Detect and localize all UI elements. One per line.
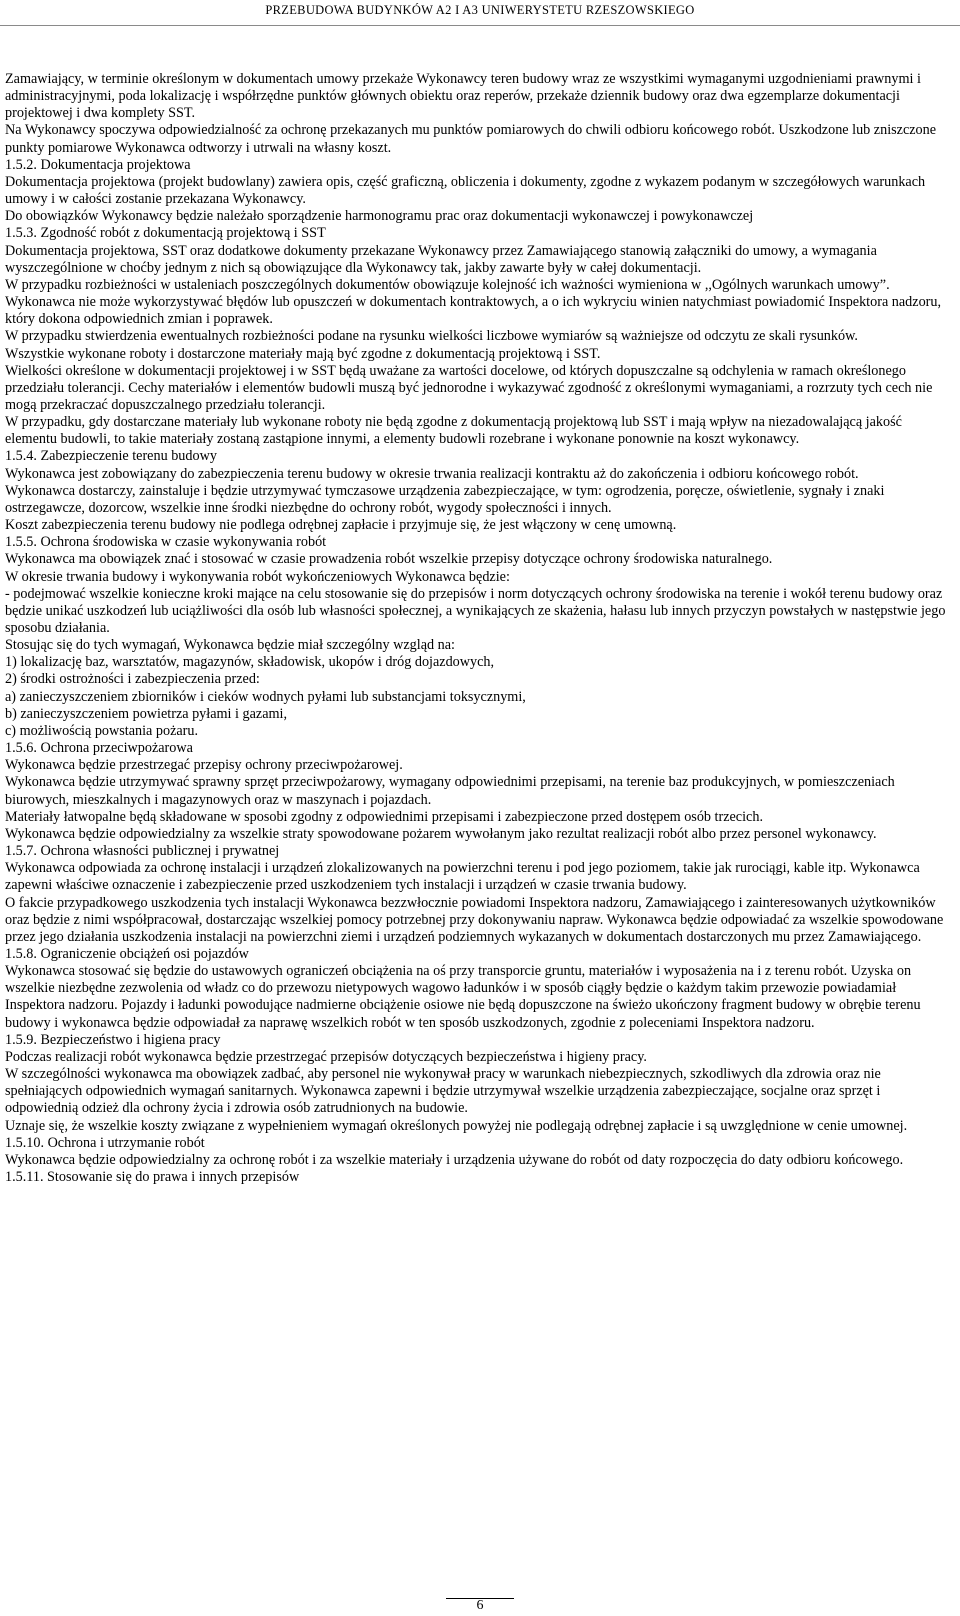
- paragraph: Do obowiązków Wykonawcy będzie należało sporządzenie harmonogramu prac oraz dokumentacji wykonawczej i powykonawczej: [5, 208, 754, 225]
- paragraph: Koszt zabezpieczenia terenu budowy nie podlega odrębnej zapłacie i przyjmuje się, że jest włączony w cenę umowną.: [5, 517, 677, 534]
- section-heading: 1.5.8. Ograniczenie obciążeń osi pojazdów: [5, 945, 249, 962]
- paragraph: W szczególności wykonawca ma obowiązek zadbać, aby personel nie wykonywał pracy w warunkach niebezpiecznych, szkodliwych dla zdrowia oraz nie spełniających odpowiednich wymagań sanitarnych. Wykonawca zapewni i będzie utrzymywał wszelkie urządzenia zabezpieczające, socjalne oraz sprzęt i odpowiednią odzież dla ochrony życia i zdrowia osób zatrudnionych na budowie.: [5, 1066, 881, 1117]
- paragraph: a) zanieczyszczeniem zbiorników i cieków wodnych pyłami lub substancjami toksycznymi,: [5, 688, 526, 705]
- section-heading: 1.5.5. Ochrona środowiska w czasie wykonywania robót: [5, 534, 327, 551]
- paragraph: Wykonawca ma obowiązek znać i stosować w czasie prowadzenia robót wszelkie przepisy dotyczące ochrony środowiska naturalnego.: [5, 551, 773, 568]
- paragraph: Wykonawca stosować się będzie do ustawowych ograniczeń obciążenia na oś przy transporcie gruntu, materiałów i wyposażenia na i z terenu robót. Uzyska on wszelkie niezbędne zezwolenia od władz co do przewozu nietypowych wagowo ładunków i w sposób ciągły będzie o każdym takim przewozie powiadamiał Inspektora nadzoru. Pojazdy i ładunki powodujące nadmierne obciążenie osiowe nie będą dopuszczone na świeżo ukończony fragment budowy w obrębie terenu budowy i wykonawca będzie odpowiadał za naprawę wszelkich robót w ten sposób uszkodzonych, zgodnie z poleceniami Inspektora nadzoru.: [5, 963, 921, 1031]
- paragraph: - podejmować wszelkie konieczne kroki mające na celu stosowanie się do przepisów i norm dotyczących ochrony środowiska na terenie i wokół terenu budowy oraz będzie unikać uszkodzeń lub uciążliwości dla osób lub własności społecznej, a wynikających ze skażenia, hałasu lub innych przyczyn powstałych w następstwie jego sposobu działania.: [5, 585, 946, 636]
- section-heading: 1.5.3. Zgodność robót z dokumentacją projektową i SST: [5, 225, 326, 242]
- page-header-title: PRZEBUDOWA BUDYNKÓW A2 I A3 UNIWERYSTETU RZESZOWSKIEGO: [265, 3, 695, 17]
- section-heading: 1.5.7. Ochrona własności publicznej i prywatnej: [5, 843, 280, 860]
- paragraph: W przypadku stwierdzenia ewentualnych rozbieżności podane na rysunku wielkości liczbowe wymiarów są ważniejsze od odczytu ze skali rysunków.: [5, 328, 858, 345]
- paragraph: Wykonawca jest zobowiązany do zabezpieczenia terenu budowy w okresie trwania realizacji kontraktu aż do zakończenia i odbioru końcowego robót.: [5, 465, 859, 482]
- section-heading: 1.5.4. Zabezpieczenie terenu budowy: [5, 448, 217, 465]
- paragraph: Dokumentacja projektowa, SST oraz dodatkowe dokumenty przekazane Wykonawcy przez Zamawiającego stanowią załączniki do umowy, a wymagania wyszczególnione w choćby jednym z nich są obowiązujące dla Wykonawcy tak, jakby zawarte były w całej dokumentacji.: [5, 242, 877, 276]
- paragraph: Materiały łatwopalne będą składowane w sposobi zgodny z odpowiednimi przepisami i zabezpieczone przed dostępem osób trzecich.: [5, 808, 763, 825]
- section-heading: 1.5.11. Stosowanie się do prawa i innych przepisów: [5, 1169, 300, 1185]
- paragraph: b) zanieczyszczeniem powietrza pyłami i gazami,: [5, 705, 288, 722]
- paragraph: W przypadku rozbieżności w ustaleniach poszczególnych dokumentów obowiązuje kolejność ich ważności wymieniona w ,,Ogólnych warunkach umowy”.: [5, 276, 890, 293]
- paragraph: Na Wykonawcy spoczywa odpowiedzialność za ochronę przekazanych mu punktów pomiarowych do chwili odbioru końcowego robót. Uszkodzone lub zniszczone punkty pomiarowe Wykonawca odtworzy i utrwali na własny koszt.: [5, 122, 937, 156]
- paragraph: Wykonawca będzie odpowiedzialny za wszelkie straty spowodowane pożarem wywołanym jako rezultat realizacji robót albo przez personel wykonawcy.: [5, 825, 877, 842]
- paragraph: Wykonawca będzie przestrzegać przepisy ochrony przeciwpożarowej.: [5, 757, 403, 774]
- paragraph: Wykonawca będzie odpowiedzialny za ochronę robót i za wszelkie materiały i urządzenia używane do robót od daty rozpoczęcia do daty odbioru końcowego.: [5, 1151, 904, 1168]
- document-body: [5, 71, 955, 1186]
- paragraph: Wykonawca dostarczy, zainstaluje i będzie utrzymywać tymczasowe urządzenia zabezpieczające, w tym: ogrodzenia, poręcze, oświetlenie, sygnały i znaki ostrzegawcze, dozorcow, wszelkie inne środki niezbędne do ochrony robót, wygody społeczności i innych.: [5, 482, 885, 516]
- paragraph: Wykonawca odpowiada za ochronę instalacji i urządzeń zlokalizowanych na powierzchni terenu i pod jego poziomem, takie jak rurociągi, kable itp. Wykonawca zapewni właściwe oznaczenie i zabezpieczenie przed uszkodzeniem tych instalacji i urządzeń w czasie trwania budowy.: [5, 860, 920, 894]
- page-number: 6: [476, 1598, 484, 1613]
- paragraph: W przypadku, gdy dostarczane materiały lub wykonane roboty nie będą zgodne z dokumentacją projektową lub SST i mają wpływ na niezadowalającą jakość elementu budowli, to takie materiały zostaną zastąpione innymi, a elementy budowli rozebrane i wykonane ponownie na koszt wykonawcy.: [5, 414, 902, 448]
- paragraph: Wykonawca nie może wykorzystywać błędów lub opuszczeń w dokumentach kontraktowych, a o ich wykryciu winien natychmiast powiadomić Inspektora nadzoru, który dokona odpowiednich zmian i poprawek.: [5, 294, 942, 328]
- section-heading: 1.5.2. Dokumentacja projektowa: [5, 156, 191, 173]
- section-heading: 1.5.10. Ochrona i utrzymanie robót: [5, 1134, 205, 1151]
- header-divider: [0, 25, 960, 26]
- paragraph: Uznaje się, że wszelkie koszty związane z wypełnieniem wymagań określonych powyżej nie podlegają odrębnej zapłacie i są uwzględnione w cenie umownej.: [5, 1117, 908, 1134]
- paragraph: Zamawiający, w terminie określonym w dokumentach umowy przekaże Wykonawcy teren budowy wraz ze wszystkimi wymaganymi uzgodnieniami prawnymi i administracyjnymi, poda lokalizację i współrzędne punktów głównych obiektu oraz reperów, przekaże dziennik budowy oraz dwa egzemplarze dokumentacji projektowej i dwa komplety SST.: [5, 71, 921, 122]
- paragraph: 1) lokalizację baz, warsztatów, magazynów, składowisk, ukopów i dróg dojazdowych,: [5, 654, 495, 671]
- paragraph: Wykonawca będzie utrzymywać sprawny sprzęt przeciwpożarowy, wymagany odpowiednimi przepisami, na terenie baz produkcyjnych, w pomieszczeniach biurowych, mieszkalnych i magazynowych oraz w maszynach i pojazdach.: [5, 774, 895, 808]
- paragraph: Wielkości określone w dokumentacji projektowej i w SST będą uważane za wartości docelowe, od których dopuszczalne są odchylenia w ramach określonego przedziału tolerancji. Cechy materiałów i elementów budowli muszą być jednorodne i wykazywać zgodność z określonymi wymaganiami, a rozrzuty tych cech nie mogą przekraczać dopuszczalnego przedziału tolerancji.: [5, 362, 933, 413]
- paragraph: Dokumentacja projektowa (projekt budowlany) zawiera opis, część graficzną, obliczenia i dokumenty, zgodne z wykazem podanym w szczegółowych warunkach umowy i w całości zostanie przekazana Wykonawcy.: [5, 173, 926, 208]
- paragraph: c) możliwością powstania pożaru.: [5, 722, 199, 739]
- paragraph: 2) środki ostrożności i zabezpieczenia przed:: [5, 671, 260, 688]
- paragraph: O fakcie przypadkowego uszkodzenia tych instalacji Wykonawca bezzwłocznie powiadomi Inspektora nadzoru, Zamawiającego i zainteresowanych użytkowników oraz będzie z nimi współpracował, dostarczając wszelkiej pomocy potrzebnej przy dokonywaniu napraw. Wykonawca będzie odpowiadać za wszelkie spowodowane przez jego działania uszkodzenia instalacji na powierzchni ziemi i urządzeń podziemnych wykazanych w dokumentach dostarczonych mu przez Zamawiającego.: [5, 894, 944, 945]
- section-heading: 1.5.9. Bezpieczeństwo i higiena pracy: [5, 1031, 221, 1048]
- paragraph: Podczas realizacji robót wykonawca będzie przestrzegać przepisów dotyczących bezpieczeństwa i higieny pracy.: [5, 1048, 647, 1065]
- paragraph: Wszystkie wykonane roboty i dostarczone materiały mają być zgodne z dokumentacją projektową i SST.: [5, 345, 601, 362]
- paragraph: Stosując się do tych wymagań, Wykonawca będzie miał szczególny wzgląd na:: [5, 637, 455, 654]
- paragraph: W okresie trwania budowy i wykonywania robót wykończeniowych Wykonawca będzie:: [5, 568, 510, 585]
- section-heading: 1.5.6. Ochrona przeciwpożarowa: [5, 740, 193, 757]
